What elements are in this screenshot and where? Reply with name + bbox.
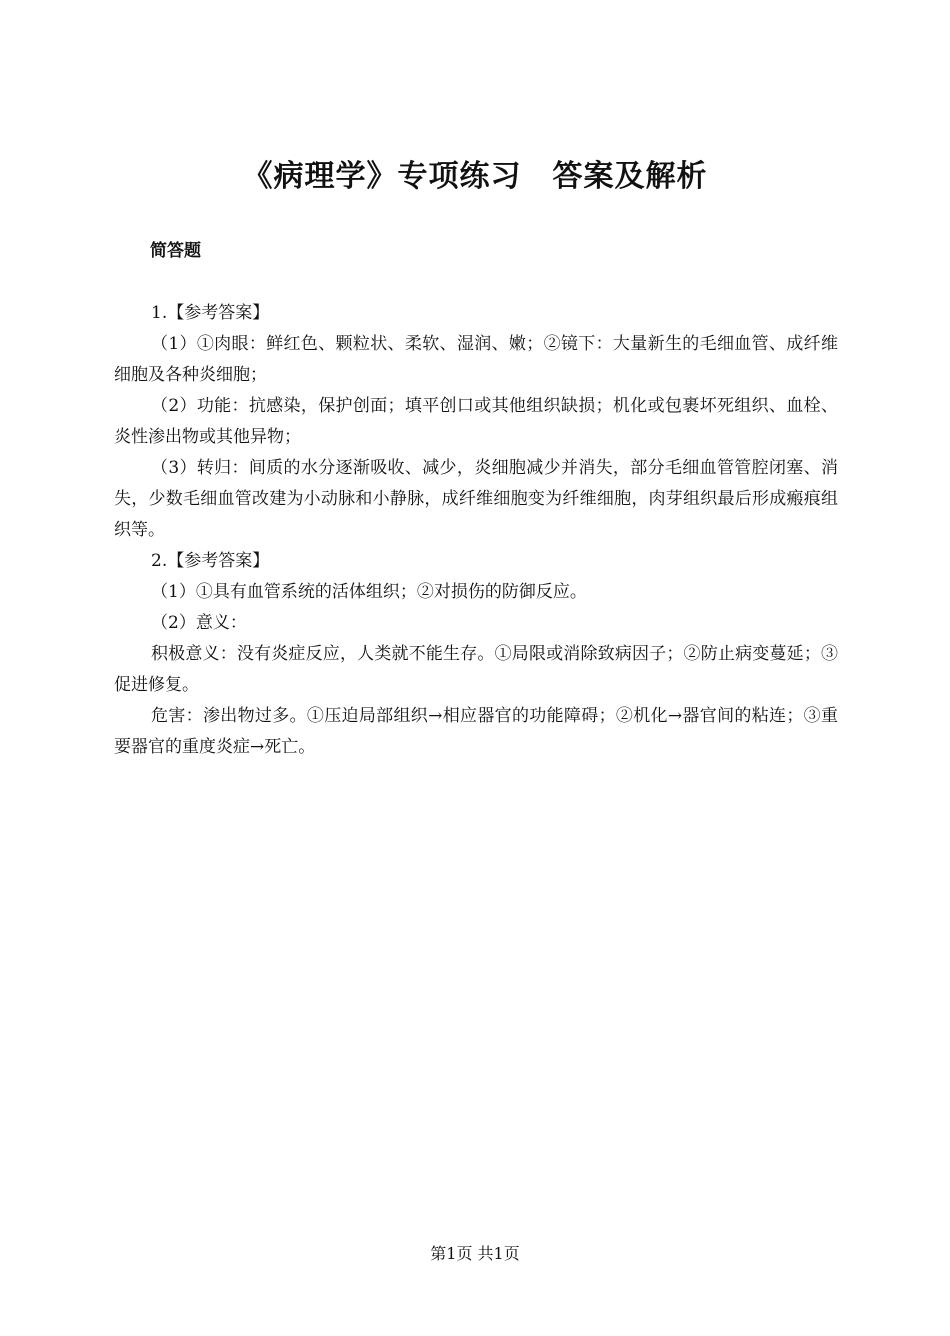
page-title: 《病理学》专项练习 答案及解析 [242, 159, 708, 194]
question-2-part-1: （1）①具有血管系统的活体组织；②对损伤的防御反应。 [151, 582, 587, 602]
section-heading: 简答题 [150, 241, 201, 261]
page-footer: 第1页 共1页 [430, 1244, 520, 1263]
question-1-part-2: （2）功能：抗感染，保护创面；填平创口或其他组织缺损；机化或包裹坏死组织、血栓、炎性渗出物或其他异物； [114, 396, 838, 447]
question-2-label: 2.【参考答案】 [151, 551, 270, 571]
question-2-harm: 危害：渗出物过多。①压迫局部组织→相应器官的功能障碍；②机化→器官间的粘连；③重要器官的重度炎症→死亡。 [114, 706, 838, 757]
question-1-label: 1.【参考答案】 [151, 303, 270, 323]
question-2-part-2: （2）意义： [151, 613, 247, 633]
question-2-positive-significance: 积极意义：没有炎症反应，人类就不能生存。①局限或消除致病因子；②防止病变蔓延；③促进修复。 [114, 644, 838, 695]
question-1-part-1: （1）①肉眼：鲜红色、颗粒状、柔软、湿润、嫩；②镜下：大量新生的毛细血管、成纤维细胞及各种炎细胞； [114, 334, 838, 385]
answer-content [114, 298, 838, 763]
question-1-part-3: （3）转归：间质的水分逐渐吸收、减少，炎细胞减少并消失，部分毛细血管管腔闭塞、消失，少数毛细血管改建为小动脉和小静脉，成纤维细胞变为纤维细胞，肉芽组织最后形成瘢痕组织等。 [114, 458, 838, 540]
